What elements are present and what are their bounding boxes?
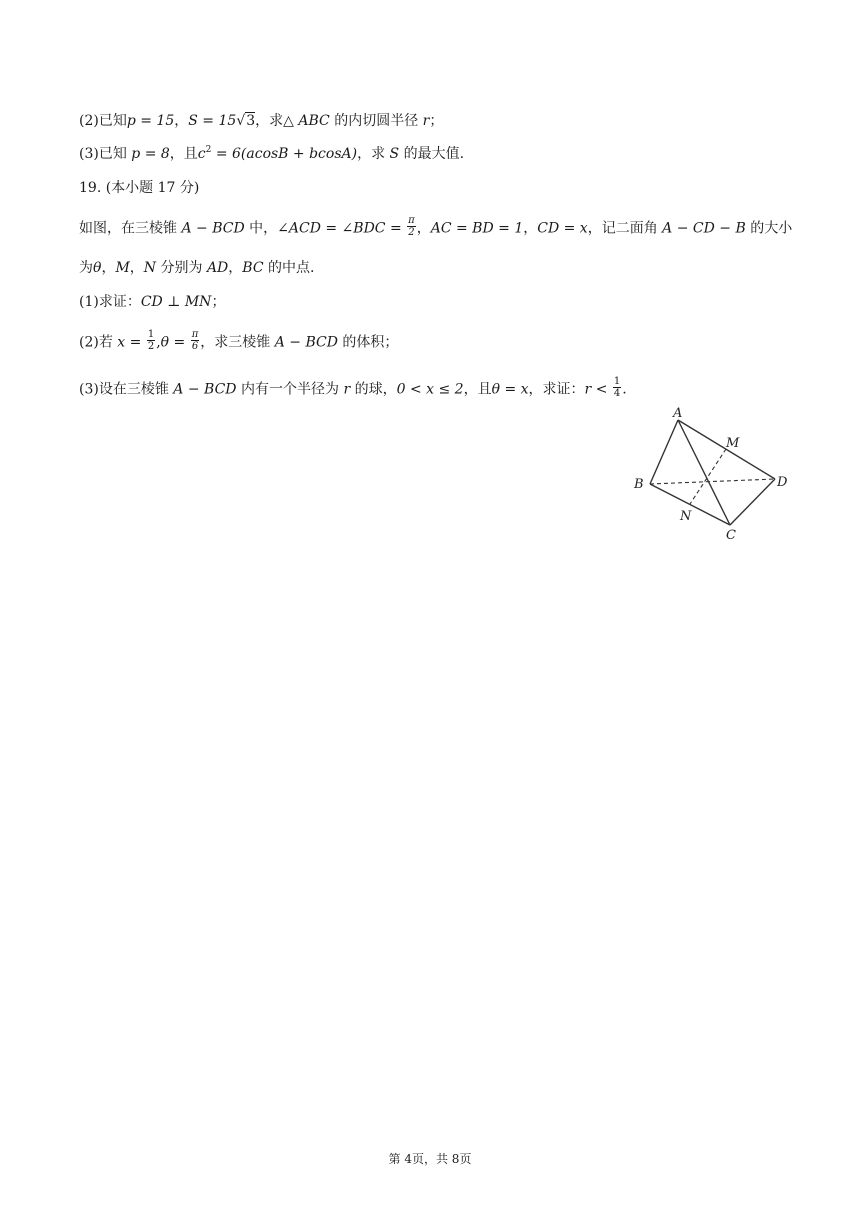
math-tetrahedron: A − BCD	[181, 220, 245, 237]
part-label: (3)	[79, 146, 99, 162]
text: 的体积；	[337, 334, 399, 351]
text: ，且	[463, 381, 492, 398]
text: 若	[98, 334, 118, 351]
math-theta: θ = x	[491, 381, 529, 398]
math-M: M	[115, 260, 130, 276]
q19-part2	[79, 331, 398, 354]
text: ，记二面角	[587, 220, 663, 237]
edge-cd	[730, 479, 775, 525]
text: 如图，在三棱锥	[79, 220, 182, 237]
math-c: c	[197, 146, 206, 162]
math-r: r	[343, 381, 351, 398]
fraction-1-4	[613, 376, 621, 399]
fraction-pi-6	[191, 329, 200, 352]
denominator: 6	[191, 341, 199, 352]
math-N: N	[143, 260, 157, 276]
fraction-pi-2	[407, 215, 416, 238]
math-s: S = 15	[188, 113, 237, 129]
math-theta: θ	[93, 260, 102, 276]
label-c: C	[726, 528, 736, 543]
label-d: D	[777, 475, 788, 490]
text: ，	[101, 260, 116, 276]
text: ，	[174, 113, 189, 129]
numerator: π	[408, 215, 415, 226]
q18-part2: (2)已知p = 15，S = 15√3，求△ ABC 的内切圆半径 r；	[79, 113, 444, 129]
q19-part3	[79, 378, 627, 401]
page-footer: 第 4页，共 8页	[388, 1152, 472, 1166]
math-angles: ∠ACD = ∠BDC =	[277, 220, 407, 237]
math-theta: θ =	[160, 334, 190, 351]
part-label: (2)	[79, 113, 99, 129]
denominator: 4	[613, 388, 621, 399]
label-m: M	[726, 436, 740, 451]
text: 分别为	[156, 260, 207, 276]
math-exponent: 2	[205, 145, 212, 155]
text: ，求证：	[528, 381, 585, 398]
part-label: (2)	[79, 334, 99, 351]
text: 设在三棱锥	[98, 381, 174, 398]
fraction-1-2	[147, 329, 155, 352]
math-tetrahedron: A − BCD	[274, 334, 338, 351]
part-label: (1)	[79, 294, 99, 310]
q18-part3	[79, 144, 464, 164]
text: 内有一个半径为	[236, 381, 344, 398]
q19-header: 19. (本小题 17 分)	[79, 180, 200, 196]
text: ，	[416, 220, 431, 237]
text: ，且	[169, 146, 198, 162]
math-AD: AD	[206, 260, 229, 276]
q19-part1	[79, 292, 225, 312]
denominator: 2	[147, 341, 155, 352]
text: 的大小	[745, 220, 793, 237]
math-S: S	[389, 146, 400, 162]
text: ，求三棱锥	[200, 334, 275, 351]
text: ，	[523, 220, 538, 237]
numerator: 1	[613, 376, 621, 387]
text: 求证：	[98, 294, 141, 310]
text: ,	[156, 334, 161, 351]
math-p: p = 8	[131, 146, 170, 162]
math-sqrt: 3	[246, 113, 256, 129]
denominator: 2	[408, 227, 415, 238]
numerator: 1	[147, 329, 155, 340]
math-cd: CD = x	[537, 220, 588, 237]
text: 已知	[98, 146, 132, 162]
math-range: 0 < x ≤ 2	[396, 381, 464, 398]
text: 为	[79, 260, 93, 276]
math-r-bound: r <	[584, 381, 612, 398]
label-a: A	[673, 406, 683, 421]
text: 已知	[98, 113, 127, 129]
math-p: p = 15	[126, 113, 175, 129]
text: 的最大值.	[399, 146, 465, 162]
math-tetrahedron: A − BCD	[173, 381, 237, 398]
text: 的内切圆半径	[329, 113, 423, 129]
segment-mn-hidden	[690, 449, 726, 504]
math-x: x =	[117, 334, 146, 351]
text: ，求	[255, 113, 284, 129]
text: ，求	[357, 146, 390, 162]
part-label: (3)	[79, 381, 99, 398]
tetrahedron-figure	[630, 404, 800, 544]
math-expr: = 6(acosB + bcosA)	[211, 146, 358, 162]
text: ；	[211, 294, 226, 310]
text: .	[622, 381, 627, 398]
text: 的中点.	[263, 260, 315, 276]
math-r: r	[422, 113, 430, 129]
text: ，	[228, 260, 243, 276]
text: ；	[429, 113, 444, 129]
math-BC: BC	[242, 260, 264, 276]
text: 中，	[244, 220, 278, 237]
math-abc: ABC	[298, 113, 330, 129]
math-perpendicular: CD ⊥ MN	[140, 294, 212, 310]
text: 的球，	[350, 381, 397, 398]
text: ，	[129, 260, 144, 276]
numerator: π	[191, 329, 199, 340]
edge-ab	[650, 420, 678, 484]
label-b: B	[634, 477, 644, 492]
label-n: N	[680, 509, 692, 524]
q19-intro-line1	[79, 217, 792, 240]
triangle-symbol: △	[283, 113, 294, 129]
math-dihedral: A − CD − B	[662, 220, 746, 237]
q19-intro-line2	[79, 258, 314, 278]
edge-bd-hidden	[650, 479, 775, 484]
math-lengths: AC = BD = 1	[430, 220, 524, 237]
